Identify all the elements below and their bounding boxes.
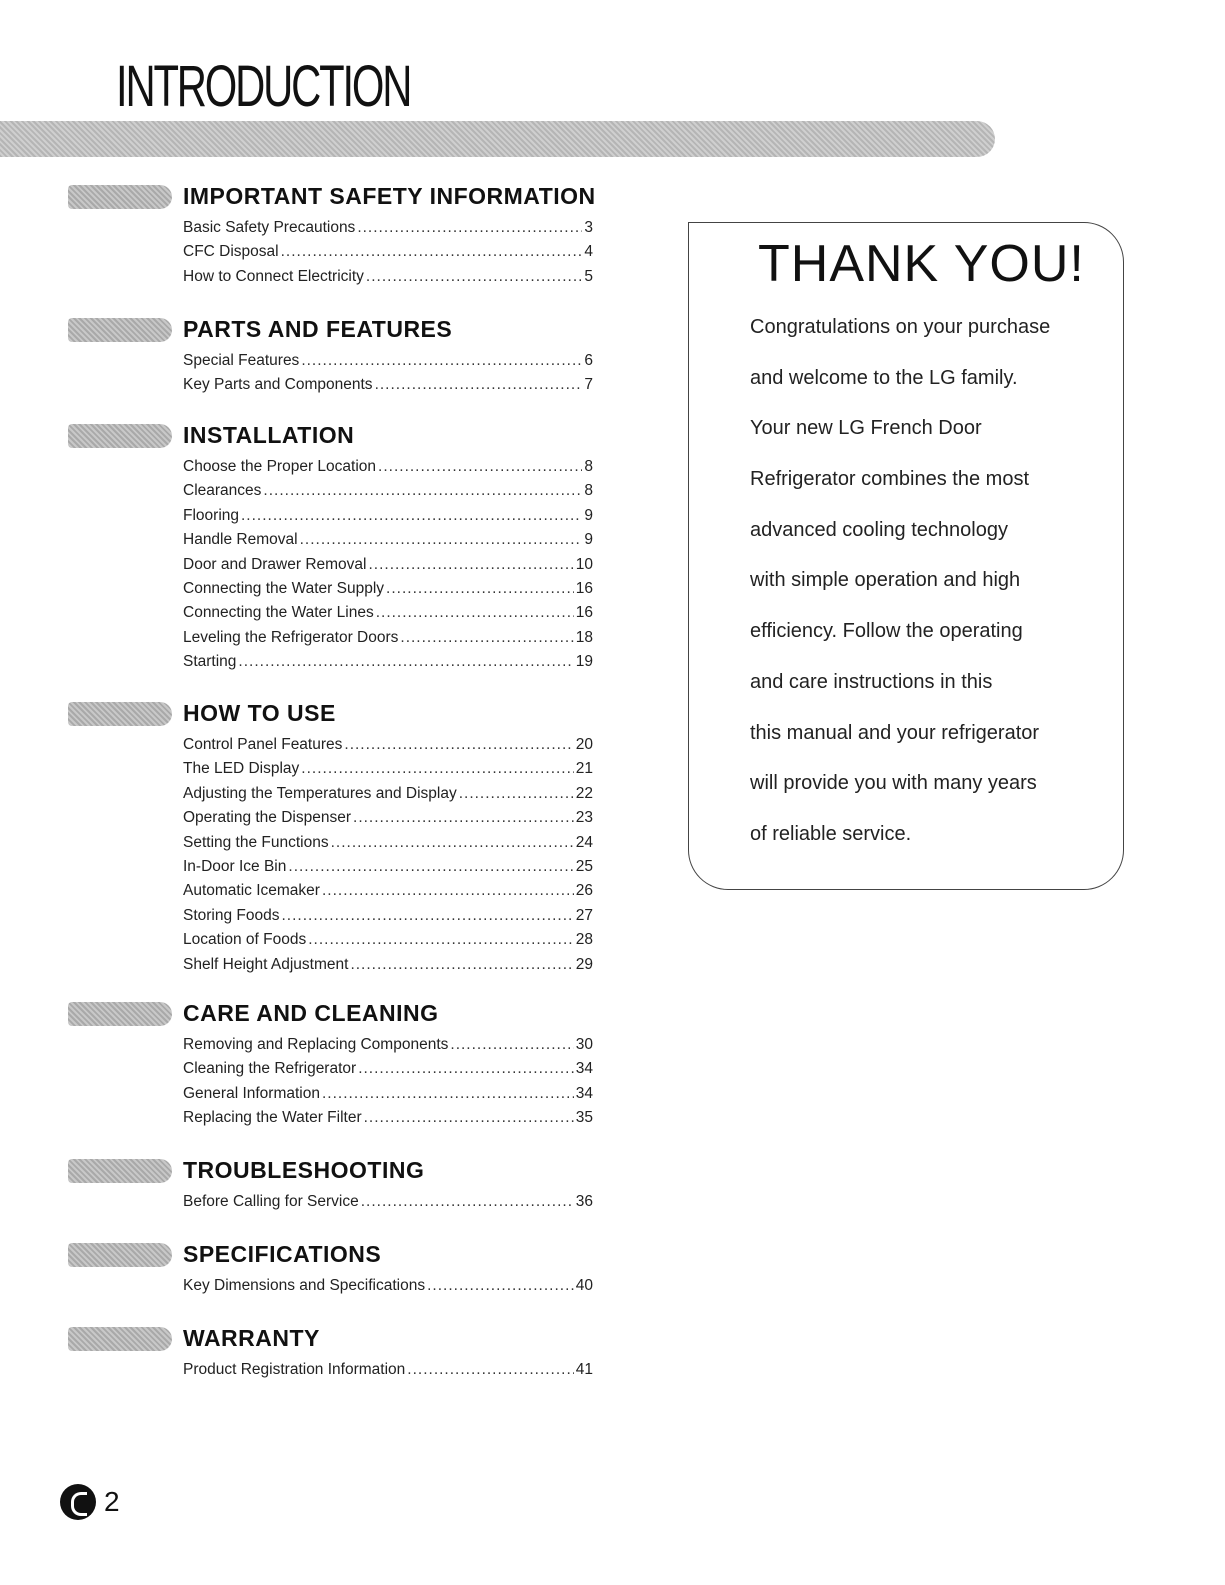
toc-entry-label: Door and Drawer Removal	[183, 555, 367, 573]
toc-entry	[183, 604, 593, 628]
toc-entry-page: 26	[575, 882, 593, 900]
toc-entry	[183, 482, 593, 506]
toc-entry-page: 27	[575, 906, 593, 924]
toc-entry-page: 29	[575, 955, 593, 973]
toc-entry-page: 34	[575, 1084, 593, 1102]
thank-you-title: THANK YOU!	[758, 235, 1085, 293]
toc-entry	[183, 882, 593, 906]
dot-leader	[361, 1193, 574, 1211]
section-marker-pill	[68, 185, 172, 209]
toc-entry	[183, 352, 593, 376]
toc-entry	[183, 931, 593, 955]
dot-leader	[427, 1277, 574, 1295]
toc-entry-page: 25	[575, 857, 593, 875]
toc-entry-label: CFC Disposal	[183, 243, 279, 261]
section-marker-pill	[68, 318, 172, 342]
dot-leader	[459, 785, 574, 803]
dot-leader	[308, 931, 574, 949]
toc-entry	[183, 1277, 593, 1301]
thank-you-line: Congratulations on your purchase	[750, 316, 1051, 338]
dot-leader	[350, 956, 573, 974]
toc-entry-label: Setting the Functions	[183, 833, 329, 851]
toc-entry-label: Connecting the Water Lines	[183, 604, 374, 622]
dot-leader	[241, 507, 582, 525]
toc-entry	[183, 1193, 593, 1217]
toc-entry-page: 22	[575, 784, 593, 802]
section-marker-pill	[68, 1327, 172, 1351]
toc-entry	[183, 1060, 593, 1084]
toc-entry-page: 9	[584, 506, 593, 524]
toc-entry-label: Cleaning the Refrigerator	[183, 1060, 357, 1078]
dot-leader	[353, 809, 574, 827]
toc-entry-page: 7	[584, 376, 593, 394]
toc-entry	[183, 556, 593, 580]
toc-entry-page: 21	[575, 760, 593, 778]
toc-entry-label: Operating the Dispenser	[183, 809, 352, 827]
toc-entry	[183, 809, 593, 833]
dot-leader	[281, 243, 583, 261]
toc-entry-label: Product Registration Information	[183, 1361, 406, 1378]
toc-entry-label: Shelf Height Adjustment	[183, 955, 349, 973]
thank-you-line: this manual and your refrigerator	[750, 721, 1040, 744]
dot-leader	[300, 531, 583, 549]
toc-entry-label: Connecting the Water Supply	[183, 579, 385, 597]
dot-leader	[450, 1036, 573, 1054]
toc-entry-label: Adjusting the Temperatures and Display	[183, 784, 457, 802]
toc-entry-page: 16	[575, 579, 593, 597]
toc-entry-label: Choose the Proper Location	[183, 458, 377, 475]
dot-leader	[322, 882, 574, 900]
toc-entry-label: Replacing the Water Filter	[183, 1109, 362, 1127]
dot-leader	[238, 653, 573, 671]
section-entries	[183, 458, 593, 678]
section-title: CARE AND CLEANING	[183, 1000, 439, 1026]
toc-entry	[183, 376, 593, 400]
toc-entry	[183, 1085, 593, 1109]
toc-entry-label: In-Door Ice Bin	[183, 857, 287, 875]
toc-entry	[183, 629, 593, 653]
toc-entry	[183, 219, 593, 243]
thank-you-line: and welcome to the LG family.	[750, 366, 1018, 389]
toc-entry	[183, 1361, 593, 1385]
toc-entry-page: 23	[575, 809, 593, 827]
dot-leader	[301, 760, 573, 778]
toc-entry	[183, 243, 593, 267]
toc-entry-page: 34	[575, 1060, 593, 1078]
toc-entry-page: 35	[575, 1109, 593, 1127]
toc-entry-page: 9	[584, 531, 593, 549]
thank-you-line: Refrigerator combines the most	[750, 468, 1030, 491]
toc-entry-page: 36	[575, 1193, 593, 1210]
dot-leader	[369, 556, 574, 574]
toc-entry-label: Before Calling for Service	[183, 1193, 359, 1210]
toc-entry-page: 24	[575, 833, 593, 851]
dot-leader	[288, 858, 573, 876]
section-entries	[183, 736, 593, 980]
toc-entry-page: 41	[575, 1361, 593, 1378]
dot-leader	[358, 1060, 574, 1078]
section-entries	[183, 219, 593, 292]
section-marker-pill	[68, 1159, 172, 1183]
section-entries	[183, 1361, 593, 1385]
toc-entry	[183, 834, 593, 858]
toc-entry-label: Location of Foods	[183, 931, 307, 949]
dot-leader	[366, 268, 582, 286]
section-marker-pill	[68, 1002, 172, 1026]
section-entries	[183, 1277, 593, 1301]
toc-entry-label: General Information	[183, 1084, 320, 1102]
toc-entry-label: Key Parts and Components	[183, 376, 373, 394]
dot-leader	[331, 834, 574, 852]
toc-entry	[183, 1109, 593, 1133]
toc-entry-label: Basic Safety Precautions	[183, 219, 356, 236]
toc-entry-label: Storing Foods	[183, 906, 280, 924]
section-title: SPECIFICATIONS	[183, 1241, 382, 1267]
thank-you-message	[750, 316, 1110, 874]
toc-entry-label: How to Connect Electricity	[183, 267, 364, 285]
section-title: HOW TO USE	[183, 700, 336, 726]
toc-entry	[183, 507, 593, 531]
dot-leader	[344, 736, 573, 754]
section-marker-pill	[68, 1243, 172, 1267]
section-title: WARRANTY	[183, 1325, 320, 1351]
toc-entry-label: Starting	[183, 653, 237, 671]
toc-entry	[183, 736, 593, 760]
dot-leader	[263, 482, 582, 500]
toc-entry-label: Automatic Icemaker	[183, 882, 320, 900]
dot-leader	[364, 1109, 574, 1127]
title-banner-bar	[0, 121, 995, 157]
toc-entry-page: 30	[575, 1036, 593, 1053]
toc-entry	[183, 653, 593, 677]
lg-logo-icon	[60, 1484, 96, 1520]
dot-leader	[376, 604, 574, 622]
thank-you-line: with simple operation and high	[750, 569, 1021, 592]
toc-entry	[183, 268, 593, 292]
toc-entry-label: Control Panel Features	[183, 736, 343, 753]
thank-you-line: efficiency. Follow the operating	[750, 620, 1023, 643]
toc-entry-label: Handle Removal	[183, 531, 298, 549]
toc-entry-label: Special Features	[183, 352, 300, 369]
section-title: IMPORTANT SAFETY INFORMATION	[183, 183, 596, 209]
toc-entry-page: 40	[575, 1277, 593, 1294]
dot-leader	[357, 219, 582, 237]
dot-leader	[378, 458, 582, 476]
toc-entry-label: The LED Display	[183, 760, 300, 778]
toc-entry-page: 18	[575, 628, 593, 646]
section-marker-pill	[68, 702, 172, 726]
toc-entry-label: Clearances	[183, 482, 262, 500]
thank-you-line: of reliable service.	[750, 822, 912, 845]
toc-entry-page: 10	[575, 555, 593, 573]
section-entries	[183, 1036, 593, 1134]
toc-entry	[183, 907, 593, 931]
toc-entry-page: 4	[584, 243, 593, 261]
toc-entry-page: 8	[584, 458, 593, 475]
thank-you-line: Your new LG French Door	[750, 417, 982, 440]
section-title: INSTALLATION	[183, 422, 355, 448]
dot-leader	[282, 907, 574, 925]
dot-leader	[301, 352, 582, 370]
toc-entry-page: 20	[575, 736, 593, 753]
dot-leader	[386, 580, 574, 598]
section-entries	[183, 352, 593, 401]
toc-entry-label: Key Dimensions and Specifications	[183, 1277, 426, 1294]
section-entries	[183, 1193, 593, 1217]
toc-entry-label: Flooring	[183, 506, 239, 524]
page-number: 2	[104, 1486, 120, 1517]
toc-entry	[183, 1036, 593, 1060]
dot-leader	[400, 629, 573, 647]
toc-entry-page: 19	[575, 653, 593, 671]
toc-entry-page: 16	[575, 604, 593, 622]
toc-entry-page: 28	[575, 931, 593, 949]
toc-entry-label: Leveling the Refrigerator Doors	[183, 628, 399, 646]
toc-entry-page: 5	[584, 267, 593, 285]
thank-you-line: and care instructions in this	[750, 670, 993, 693]
section-marker-pill	[68, 424, 172, 448]
toc-entry	[183, 458, 593, 482]
thank-you-line: will provide you with many years	[750, 772, 1037, 795]
toc-entry	[183, 956, 593, 980]
toc-entry	[183, 760, 593, 784]
toc-entry-page: 3	[584, 219, 593, 236]
dot-leader	[407, 1361, 573, 1379]
section-title: TROUBLESHOOTING	[183, 1157, 425, 1183]
toc-entry	[183, 531, 593, 555]
dot-leader	[375, 376, 583, 394]
thank-you-line: advanced cooling technology	[750, 518, 1008, 541]
page-footer	[60, 1484, 120, 1520]
toc-entry	[183, 858, 593, 882]
page-title: INTRODUCTION	[116, 54, 411, 119]
toc-entry-label: Removing and Replacing Components	[183, 1036, 449, 1053]
dot-leader	[322, 1085, 574, 1103]
toc-entry-page: 8	[584, 482, 593, 500]
section-title: PARTS AND FEATURES	[183, 316, 453, 342]
toc-entry	[183, 580, 593, 604]
toc-entry-page: 6	[584, 352, 593, 369]
toc-entry	[183, 785, 593, 809]
